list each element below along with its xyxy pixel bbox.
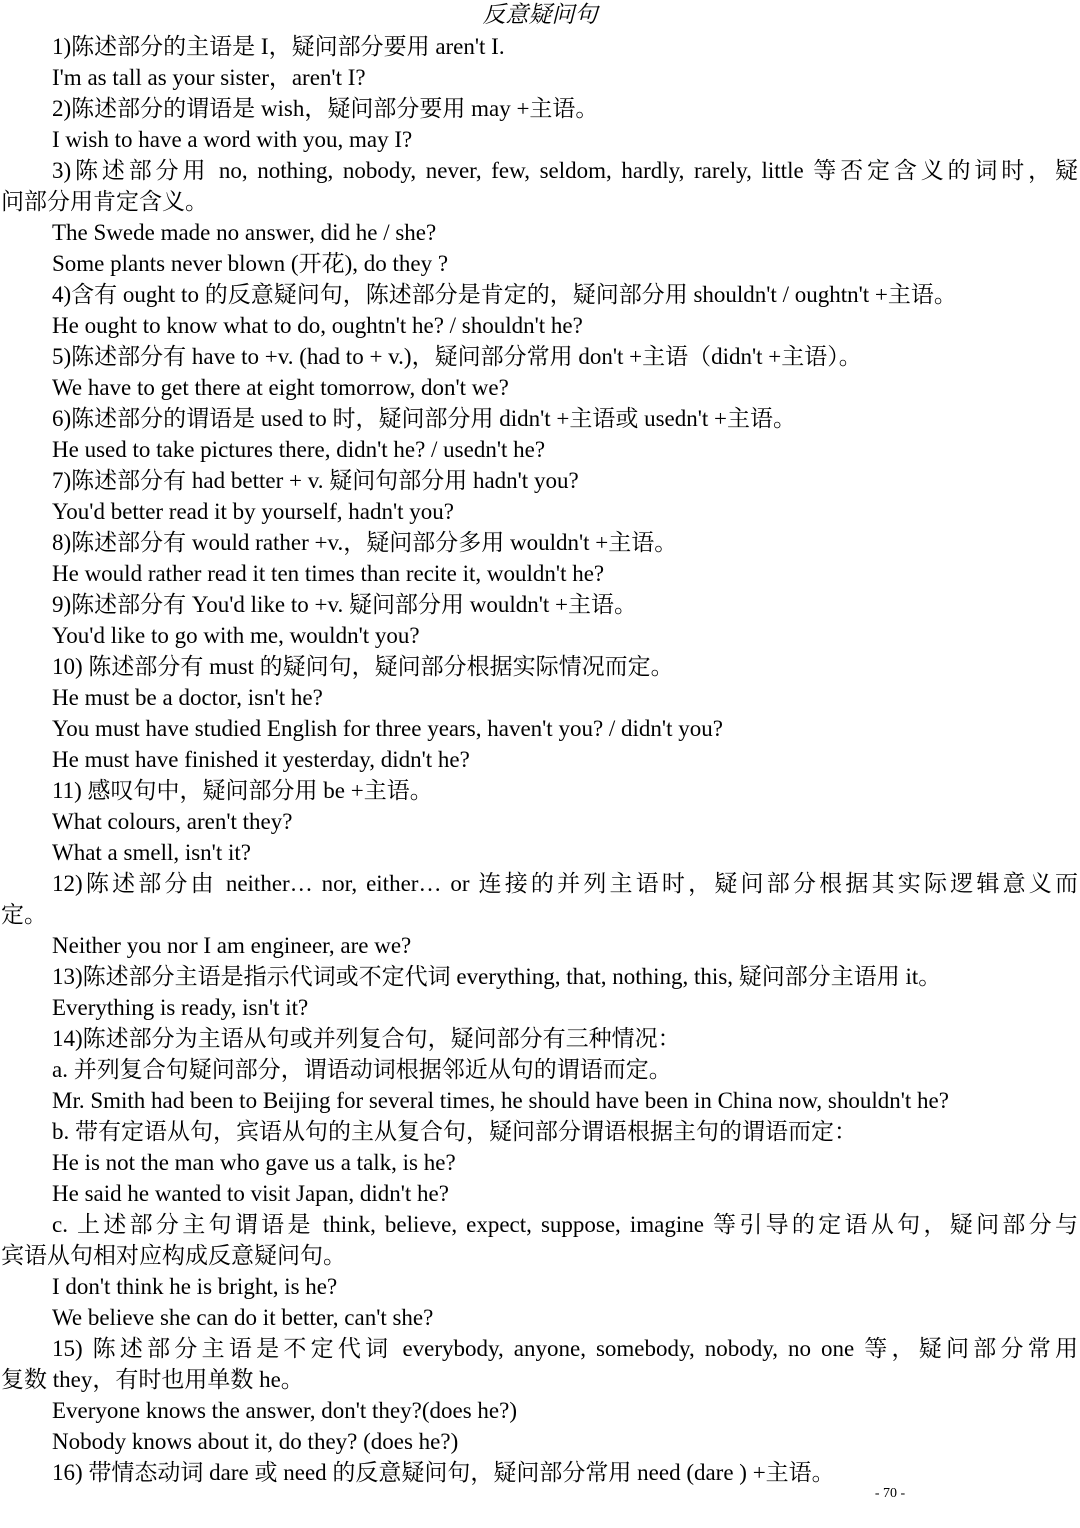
text-line: 宾语从句相对应构成反意疑问句。	[1, 1243, 346, 1268]
text-line: 9)陈述部分有 You'd like to +v. 疑问部分用 wouldn't +主语。	[52, 592, 637, 617]
text-line: We have to get there at eight tomorrow, don't we?	[52, 375, 509, 400]
text-line: He would rather read it ten times than recite it, wouldn't he?	[52, 561, 605, 586]
text-line: 问部分用肯定含义。	[1, 189, 208, 214]
text-line: 16) 带情态动词 dare 或 need 的反意疑问句，疑问部分常用 need (dare ) +主语。	[52, 1460, 835, 1485]
text-line: What colours, aren't they?	[52, 809, 293, 834]
text-line: 2)陈述部分的谓语是 wish，疑问部分要用 may +主语。	[52, 96, 599, 121]
text-line: Neither you nor I am engineer, are we?	[52, 933, 412, 958]
text-line: Some plants never blown (开花), do they ?	[52, 251, 449, 276]
text-line: He used to take pictures there, didn't he? / usedn't he?	[52, 437, 546, 462]
text-line: 5)陈述部分有 have to +v. (had to + v.)，疑问部分常用 don't +主语（didn't +主语）。	[52, 344, 862, 369]
text-line: You'd like to go with me, wouldn't you?	[52, 623, 420, 648]
text-line: 7)陈述部分有 had better + v. 疑问句部分用 hadn't you?	[52, 468, 579, 493]
text-line: He is not the man who gave us a talk, is he?	[52, 1150, 456, 1175]
text-line: I wish to have a word with you, may I?	[52, 127, 413, 152]
text-line: Nobody knows about it, do they? (does he?)	[52, 1429, 459, 1454]
text-line: Everyone knows the answer, don't they?(does he?)	[52, 1398, 517, 1423]
text-line: He must have finished it yesterday, didn't he?	[52, 747, 470, 772]
body-text	[0, 31, 1080, 1488]
text-line: 3)陈述部分用 no, nothing, nobody, never, few, seldom, hardly, rarely, little 等否定含义的词时，疑	[52, 158, 1078, 183]
text-line: 11) 感叹句中，疑问部分用 be +主语。	[52, 778, 433, 803]
text-line: The Swede made no answer, did he / she?	[52, 220, 437, 245]
text-line: He must be a doctor, isn't he?	[52, 685, 323, 710]
page-title: 反意疑问句	[482, 2, 598, 27]
text-line: You'd better read it by yourself, hadn't you?	[52, 499, 454, 524]
text-line: What a smell, isn't it?	[52, 840, 251, 865]
text-line: I'm as tall as your sister，aren't I?	[52, 65, 366, 90]
text-line: He said he wanted to visit Japan, didn't he?	[52, 1181, 449, 1206]
text-line: 4)含有 ought to 的反意疑问句，陈述部分是肯定的，疑问部分用 shouldn't / oughtn't +主语。	[52, 282, 957, 307]
text-line: 12)陈述部分由 neither… nor, either… or 连接的并列主语时，疑问部分根据其实际逻辑意义而	[52, 871, 1078, 896]
page-number: - 70 -	[874, 1486, 906, 1501]
text-line: Everything is ready, isn't it?	[52, 995, 309, 1020]
text-line: He ought to know what to do, oughtn't he? / shouldn't he?	[52, 313, 583, 338]
text-line: You must have studied English for three years, haven't you? / didn't you?	[52, 716, 723, 741]
text-line: b. 带有定语从句，宾语从句的主从复合句，疑问部分谓语根据主句的谓语而定：	[52, 1119, 857, 1144]
text-line: 复数 they，有时也用单数 he。	[1, 1367, 304, 1392]
text-line: c. 上述部分主句谓语是 think, believe, expect, suppose, imagine 等引导的定语从句，疑问部分与	[52, 1212, 1078, 1237]
text-line: 14)陈述部分为主语从句或并列复合句，疑问部分有三种情况：	[52, 1026, 681, 1051]
text-line: 15) 陈述部分主语是不定代词 everybody, anyone, somebody, nobody, no one 等，疑问部分常用	[52, 1336, 1078, 1361]
text-line: 13)陈述部分主语是指示代词或不定代词 everything, that, nothing, this, 疑问部分主语用 it。	[52, 964, 942, 989]
text-line: 6)陈述部分的谓语是 used to 时，疑问部分用 didn't +主语或 usedn't +主语。	[52, 406, 797, 431]
text-line: I don't think he is bright, is he?	[52, 1274, 338, 1299]
text-line: a. 并列复合句疑问部分，谓语动词根据邻近从句的谓语而定。	[52, 1057, 672, 1082]
text-line: 8)陈述部分有 would rather +v.，疑问部分多用 wouldn't +主语。	[52, 530, 678, 555]
text-line: We believe she can do it better, can't she?	[52, 1305, 434, 1330]
text-line: 1)陈述部分的主语是 I，疑问部分要用 aren't I.	[52, 34, 505, 59]
text-line: 10) 陈述部分有 must 的疑问句，疑问部分根据实际情况而定。	[52, 654, 674, 679]
text-line: 定。	[1, 902, 47, 927]
text-line: Mr. Smith had been to Beijing for several times, he should have been in China now, shouldn't he?	[52, 1088, 949, 1113]
